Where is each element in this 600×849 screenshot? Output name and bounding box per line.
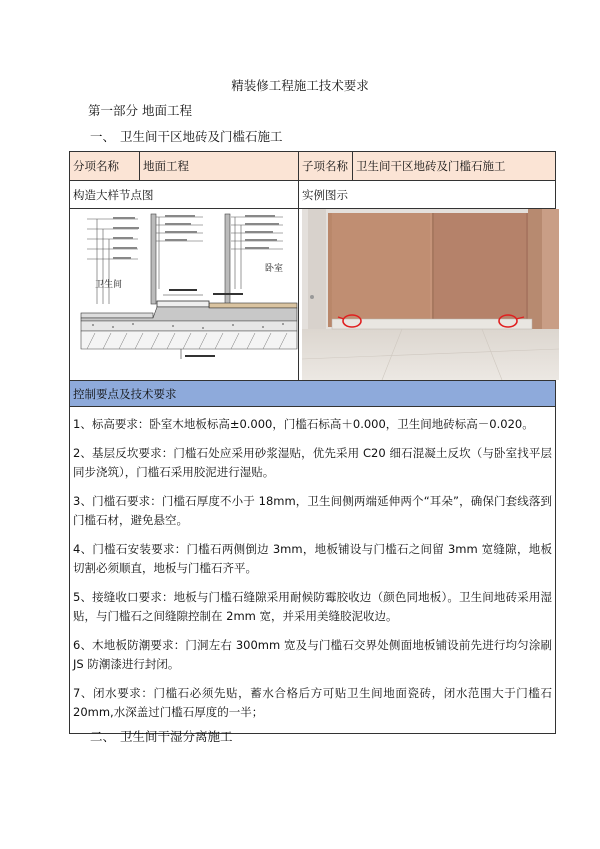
- section-number: 二、: [90, 729, 116, 744]
- example-photo-label: 实例图示: [299, 181, 556, 209]
- detail-drawing-cell: [70, 209, 299, 381]
- requirement-item: 6、木地板防潮要求：门洞左右 300mm 宽及与门槛石交界处侧面地板铺设前先进行均匀涂刷JS 防潮漆进行封闭。: [73, 638, 552, 671]
- section-title: 卫生间干区地砖及门槛石施工: [120, 129, 283, 144]
- table-header-row: [70, 152, 556, 181]
- spec-table: [69, 151, 556, 734]
- table-image-row: [70, 209, 556, 381]
- requirement-item: 1、标高要求：卧室木地板标高±0.000，门槛石标高＋0.000，卫生间地砖标高－0.020。: [73, 417, 534, 431]
- requirement-item: 3、门槛石要求：门槛石厚度不小于 18mm，卫生间侧两端延伸两个“耳朵”，确保门套线落到门槛石材，避免悬空。: [73, 494, 552, 527]
- construction-detail-drawing: [73, 209, 302, 380]
- bedroom-label: 卧室: [265, 264, 284, 274]
- control-heading-row: [70, 381, 556, 407]
- sub-item-value: 卫生间干区地砖及门槛石施工: [353, 152, 556, 181]
- part-heading: 第一部分 地面工程: [88, 103, 192, 118]
- requirement-item: 2、基层反坎要求：门槛石处应采用砂浆湿贴，优先采用 C20 细石混凝土反坎（与卧室找平层同步浇筑），门槛石采用胶泥进行湿贴。: [73, 446, 552, 479]
- requirement-item: 5、接缝收口要求：地板与门槛石缝隙采用耐候防霉胶收边（颜色同地板）。卫生间地砖采用湿贴，与门槛石之间缝隙控制在 2mm 宽，并采用美缝胶泥收边。: [73, 590, 552, 623]
- section-heading-1: [90, 127, 283, 145]
- detail-drawing-label: 构造大样节点图: [70, 181, 299, 209]
- table-label-row: [70, 181, 556, 209]
- requirement-item: 4、门槛石安装要求：门槛石两侧倒边 3mm，地板铺设与门槛石之间留 3mm 宽缝隙，地板切割必须顺直，地板与门槛石齐平。: [73, 542, 552, 575]
- document-title: 精装修工程施工技术要求: [231, 78, 369, 93]
- control-heading: 控制要点及技术要求: [70, 381, 556, 407]
- section-title: 卫生间干湿分离施工: [120, 729, 233, 744]
- example-photo: [302, 209, 559, 380]
- example-photo-cell: [299, 209, 556, 381]
- section-number: 一、: [90, 129, 116, 144]
- item-name-value: 地面工程: [140, 152, 299, 181]
- requirements-row: [70, 407, 556, 734]
- sub-item-label: 子项名称: [299, 152, 353, 181]
- item-name-label: 分项名称: [70, 152, 140, 181]
- bathroom-label: 卫生间: [95, 280, 123, 290]
- requirement-item: 7、闭水要求：门槛石必须先贴，蓄水合格后方可贴卫生间地面瓷砖，闭水范围大于门槛石20mm,水深盖过门槛石厚度的一半；: [73, 686, 552, 719]
- requirements-cell: [70, 407, 556, 734]
- section-heading-2: [90, 727, 233, 745]
